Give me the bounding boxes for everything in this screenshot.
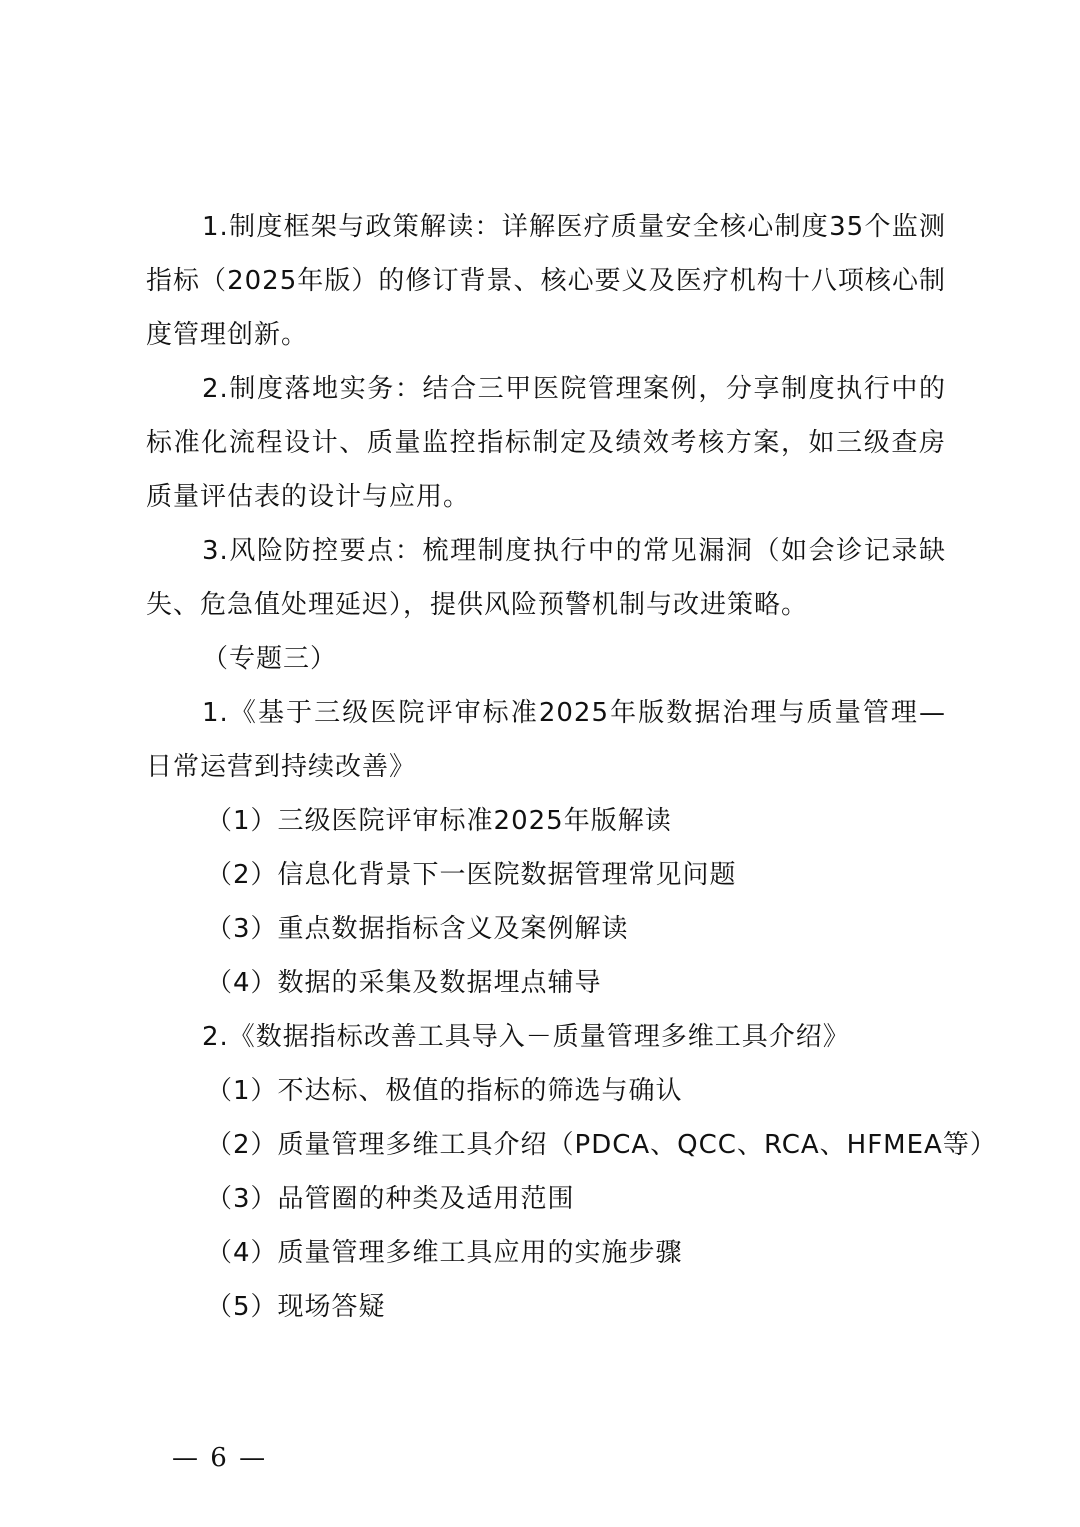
topic-item-1-title: 1.《基于三级医院评审标准2025年版数据治理与质量管理—日常运营到持续改善》 bbox=[146, 698, 946, 782]
page-number: — 6 — bbox=[172, 1443, 268, 1473]
list-item: （2）质量管理多维工具介绍（PDCA、QCC、RCA、HFMEA等） bbox=[206, 1130, 997, 1160]
list-item: （1）不达标、极值的指标的筛选与确认 bbox=[206, 1076, 683, 1106]
topic-label: （专题三） bbox=[202, 644, 338, 674]
paragraph-policy-framework: 1.制度框架与政策解读：详解医疗质量安全核心制度35个监测指标（2025年版）的修订背景、核心要义及医疗机构十八项核心制度管理创新。 bbox=[146, 212, 946, 350]
topic-item-2-title: 2.《数据指标改善工具导入－质量管理多维工具介绍》 bbox=[202, 1022, 850, 1052]
list-item: （5）现场答疑 bbox=[206, 1292, 386, 1322]
list-item: （3）重点数据指标含义及案例解读 bbox=[206, 914, 629, 944]
list-item: （3）品管圈的种类及适用范围 bbox=[206, 1184, 575, 1214]
paragraph-risk-control: 3.风险防控要点：梳理制度执行中的常见漏洞（如会诊记录缺失、危急值处理延迟），提供风险预警机制与改进策略。 bbox=[146, 536, 946, 620]
list-item: （1）三级医院评审标准2025年版解读 bbox=[206, 806, 672, 836]
document-body bbox=[146, 200, 997, 1334]
paragraph-implementation: 2.制度落地实务：结合三甲医院管理案例，分享制度执行中的标准化流程设计、质量监控指标制定及绩效考核方案，如三级查房质量评估表的设计与应用。 bbox=[146, 374, 946, 512]
list-item: （2）信息化背景下一医院数据管理常见问题 bbox=[206, 860, 737, 890]
list-item: （4）数据的采集及数据埋点辅导 bbox=[206, 968, 602, 998]
list-item: （4）质量管理多维工具应用的实施步骤 bbox=[206, 1238, 683, 1268]
